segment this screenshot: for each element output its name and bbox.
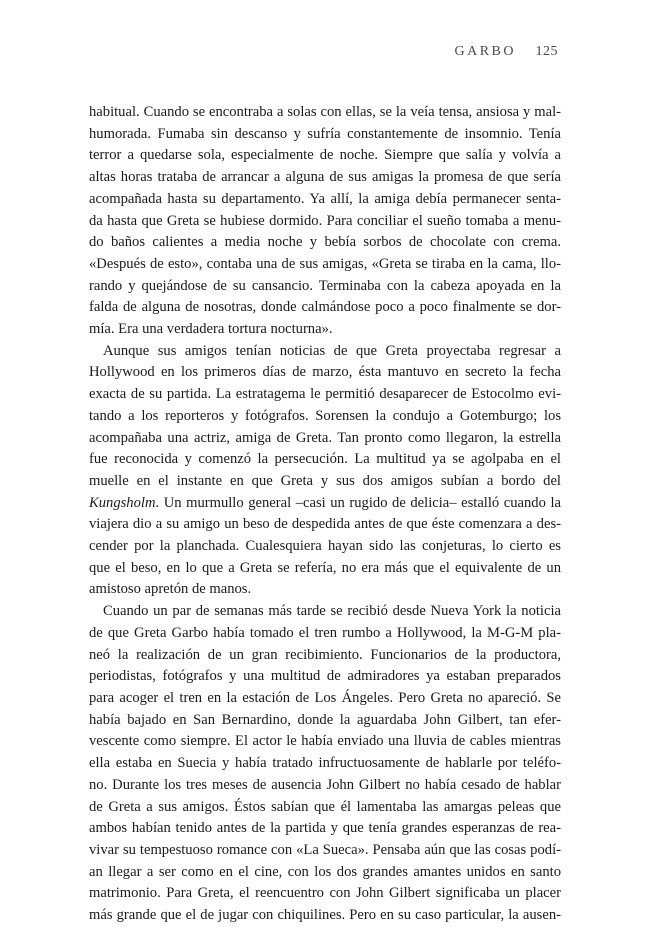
text-line: da hasta que Greta se hubiese dormido. Para conciliar el sueño tomaba a menu- [89,212,561,229]
running-head [454,44,558,60]
text-line: acompañaba una actriz, amiga de Greta. Tan pronto como llegaron, la estrella [89,429,561,446]
text-line: rando y quejándose de su cansancio. Terminaba con la cabeza apoyada en la [89,277,561,294]
text-line: no. Durante los tres meses de ausencia John Gilbert no había cesado de hablar [89,776,561,793]
text-line [89,493,561,515]
text-line: altas horas trataba de arrancar a alguna de sus amigas la promesa de que sería [89,169,561,186]
text-line-rest: . Un murmullo general –casi un rugido de delicia– estalló cuando la [155,494,561,511]
text-line: muelle en el instante en que Greta y sus dos amigos subían a bordo del [89,472,561,489]
text-line: terror a quedarse sola, especialmente de noche. Siempre que salía y volvía a [89,147,561,164]
text-line: ella estaba en Suecia y había tratado infructuosamente de hablarle por teléfo- [89,755,561,772]
text-line: Hollywood en los primeros días de marzo, ésta mantuvo en secreto la fecha [89,364,561,381]
running-head-title: GARBO [454,44,516,59]
ship-name: Kungsholm [89,494,156,511]
text-line: Cuando un par de semanas más tarde se recibió desde Nueva York la noticia [103,603,561,620]
text-line: cender por la planchada. Cualesquiera hayan sido las conjeturas, lo cierto es [89,538,561,555]
text-line: humorada. Fumaba sin descanso y sufría constantemente de insomnio. Tenía [89,125,561,142]
text-line: do baños calientes a media noche y bebía sorbos de chocolate con crema. [89,234,561,251]
text-line: que el beso, en lo que a Greta se refería, no era más que el equivalente de un [89,559,561,576]
body-text [89,102,561,927]
text-line: de Greta a sus amigos. Éstos sabían que él lamentaba las amargas peleas que [89,798,561,815]
text-line: ambos habían tenido antes de la partida y que tenía grandes esperanzas de rea- [89,820,561,837]
page-number: 125 [535,44,558,59]
text-line: vivar su tempestuoso romance con «La Sueca». Pensaba aún que las cosas podí- [89,841,561,858]
text-line: fue reconocida y comenzó la persecución. La multitud ya se agolpaba en el [89,451,561,468]
text-line: habitual. Cuando se encontraba a solas con ellas, se la veía tensa, ansiosa y mal- [89,104,561,120]
text-line: había bajado en San Bernardino, donde la aguardaba John Gilbert, tan efer- [89,711,561,728]
text-line: exacta de su partida. La estratagema le permitió desaparecer de Estocolmo evi- [89,386,561,403]
text-line: más grande que el de jugar con chiquilines. Pero en su caso particular, la ausen- [89,907,561,924]
text-line: de que Greta Garbo había tomado el tren rumbo a Hollywood, la M-G-M pla- [89,624,561,641]
text-line: neó la realización de un gran recibimiento. Funcionarios de la productora, [89,646,561,663]
text-line: vescente como siempre. El actor le había enviado una lluvia de cables mientras [89,733,561,750]
text-line: falda de alguna de nosotras, donde calmándose poco a poco finalmente se dor- [89,299,561,316]
text-line: Aunque sus amigos tenían noticias de que Greta proyectaba regresar a [103,342,561,359]
text-line: acompañada hasta su departamento. Ya allí, la amiga debía permanecer senta- [89,190,561,207]
text-line: tando a los reporteros y fotógrafos. Sorensen la condujo a Gotemburgo; los [89,407,561,424]
text-line: «Después de esto», contaba una de sus amigas, «Greta se tiraba en la cama, llo- [89,255,561,272]
text-line: mía. Era una verdadera tortura nocturna». [89,321,333,338]
text-line: viajera dio a su amigo un beso de despedida antes de que éste comenzara a des- [89,516,561,533]
text-line: para acoger el tren en la estación de Los Ángeles. Pero Greta no apareció. Se [89,689,561,706]
text-line: periodistas, fotógrafos y una multitud de admiradores ya estaban preparados [89,668,561,685]
text-line: amistoso apretón de manos. [89,581,252,598]
text-line: an llegar a ser como en el cine, con los dos grandes amantes unidos en santo [89,863,561,880]
text-line: matrimonio. Para Greta, el reencuentro con John Gilbert significaba un placer [89,885,561,902]
